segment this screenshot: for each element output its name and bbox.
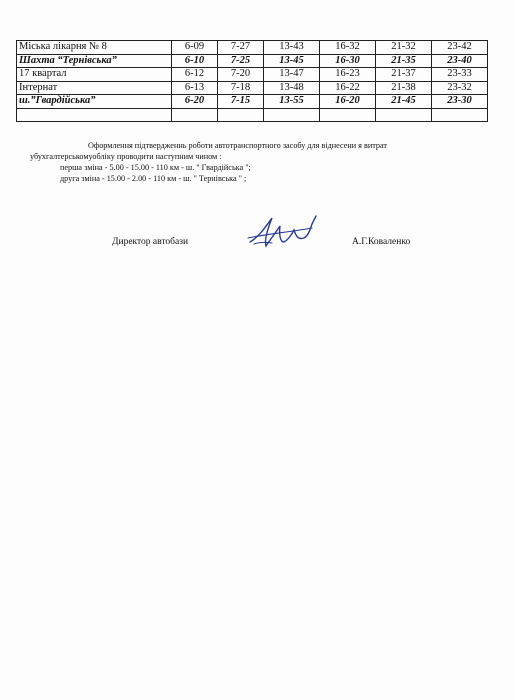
table-row [17, 41, 488, 55]
time-cell: 16-32 [320, 41, 376, 55]
time-cell: 16-20 [320, 95, 376, 109]
time-cell: 23-30 [431, 95, 487, 109]
time-cell: 13-45 [264, 54, 320, 68]
stop-name-cell: 17 квартал [17, 68, 172, 82]
time-cell: 6-12 [172, 68, 218, 82]
time-cell: 23-32 [431, 81, 487, 95]
time-cell [218, 108, 264, 122]
stop-name-cell: Міська лікарня № 8 [17, 41, 172, 55]
note-line-4: друга зміна - 15.00 - 2.00 - 110 км - ш. " Тернівська " ; [60, 174, 247, 183]
time-cell: 23-33 [431, 68, 487, 82]
time-cell: 7-18 [218, 81, 264, 95]
time-cell: 6-09 [172, 41, 218, 55]
note-line-2: убухгалтерськомуобліку проводити наступним чином : [30, 152, 222, 161]
table-row [17, 108, 488, 122]
time-cell: 7-20 [218, 68, 264, 82]
stop-name-cell [17, 108, 172, 122]
table-row [17, 54, 488, 68]
time-cell: 13-43 [264, 41, 320, 55]
director-title: Директор автобази [112, 237, 189, 247]
time-cell: 7-15 [218, 95, 264, 109]
note-line-1: Оформлення підтвердженнь роботи автотранспортного засобу для віднесени я витрат [88, 141, 388, 150]
time-cell [431, 108, 487, 122]
table-row [17, 95, 488, 109]
stop-name-cell: Інтернат [17, 81, 172, 95]
time-cell [172, 108, 218, 122]
time-cell: 21-32 [376, 41, 432, 55]
time-cell: 13-55 [264, 95, 320, 109]
time-cell: 16-30 [320, 54, 376, 68]
director-name: А.Г.Коваленко [352, 237, 411, 247]
time-cell: 23-40 [431, 54, 487, 68]
procedure-note [30, 140, 500, 184]
time-cell: 7-27 [218, 41, 264, 55]
time-cell [320, 108, 376, 122]
time-cell: 21-38 [376, 81, 432, 95]
time-cell: 13-48 [264, 81, 320, 95]
schedule-table [16, 40, 488, 122]
table-row [17, 81, 488, 95]
time-cell: 21-37 [376, 68, 432, 82]
time-cell: 6-10 [172, 54, 218, 68]
time-cell [376, 108, 432, 122]
time-cell: 16-23 [320, 68, 376, 82]
time-cell: 21-35 [376, 54, 432, 68]
table-row [17, 68, 488, 82]
signature-icon [246, 212, 326, 252]
time-cell: 7-25 [218, 54, 264, 68]
stop-name-cell: ш.”Гвардійська” [17, 95, 172, 109]
time-cell: 23-42 [431, 41, 487, 55]
note-line-3: перша зміна - 5.00 - 15.00 - 110 км - ш. " Гвардійська "; [60, 163, 251, 172]
time-cell: 16-22 [320, 81, 376, 95]
time-cell [264, 108, 320, 122]
time-cell: 21-45 [376, 95, 432, 109]
stop-name-cell: Шахта “Тернівська” [17, 54, 172, 68]
time-cell: 6-20 [172, 95, 218, 109]
time-cell: 6-13 [172, 81, 218, 95]
time-cell: 13-47 [264, 68, 320, 82]
